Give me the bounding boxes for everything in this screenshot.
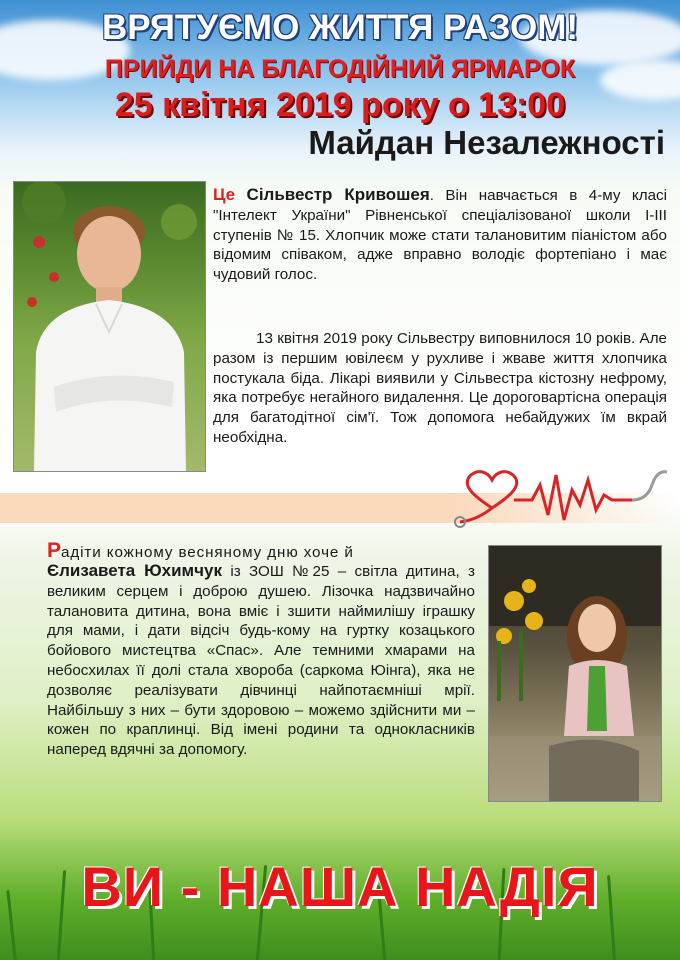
story1-child-name: Сільвестр Кривошея — [246, 185, 430, 204]
story1-intro-text: . Він навчається в 4-му класі "Інтелект України" Рівненської спеціалізованої школи І-ІІІ ступенів № 15. Хлопчик може стати талановитим піаністом або відомим співаком, адже вправно володіє фортепіано і має чудовий голос. — [213, 187, 667, 284]
story2-child-name: Єлизавета Юхимчук — [47, 561, 222, 580]
story2-body — [47, 561, 475, 760]
footer-slogan: ВИ - НАША НАДІЯ — [81, 855, 599, 918]
headline-save-lives: ВРЯТУЄМО ЖИТТЯ РАЗОМ! — [101, 8, 579, 47]
boy-photo — [13, 181, 206, 472]
story2-body-text: із ЗОШ №25 – світла дитина, з великим серцем і доброю душею. Лізочка надзвичайно талановита дитина, вона вміє і зшити наймилішу іграшку для мами, і дати відсіч будь-кому на гуртку козацького бойового мистецтва «Спас». Але темними хмарами на небосхилах її долі стала хвороба (саркома Юінга), яка не дозволяє реалізувати дівчинці найпотаємніші мрії. Найбільшу з них – бути здоровою – можемо здійснити ми – кожен по краплинці. Від імені родини та однокласників наперед вдячні за допомогу. — [47, 563, 475, 759]
story2-first-line-text: адіти кожному весняному дню хоче й — [61, 544, 354, 561]
story1-lead-word: Це — [213, 185, 236, 204]
girl-illustration — [489, 546, 661, 801]
story1-intro — [213, 185, 667, 285]
story2-drop-letter: Р — [47, 539, 62, 562]
headline-charity-fair: ПРИЙДИ НА БЛАГОДІЙНИЙ ЯРМАРОК — [104, 55, 576, 83]
story2-first-line — [47, 541, 475, 563]
event-date-time: 25 квітня 2019 року о 13:00 — [114, 86, 566, 124]
girl-photo — [488, 545, 662, 802]
event-location: Майдан Незалежності — [308, 124, 665, 161]
boy-illustration — [14, 182, 205, 471]
heart-heartbeat-stethoscope-icon — [452, 460, 677, 535]
divider-band — [0, 493, 455, 523]
story1-diagnosis: 13 квітня 2019 року Сільвестру виповнилося 10 років. Але разом із першим ювілеєм у рухливе і жваве життя хлопчика постукала біда. Лікарі виявили у Сільвестра кістозну нефрому, яка потребує негайного видалення. Це дороговартісна операція для багатодітної сім'ї. Тож допомога небайдужих їм вкрай необхідна. — [213, 330, 667, 446]
